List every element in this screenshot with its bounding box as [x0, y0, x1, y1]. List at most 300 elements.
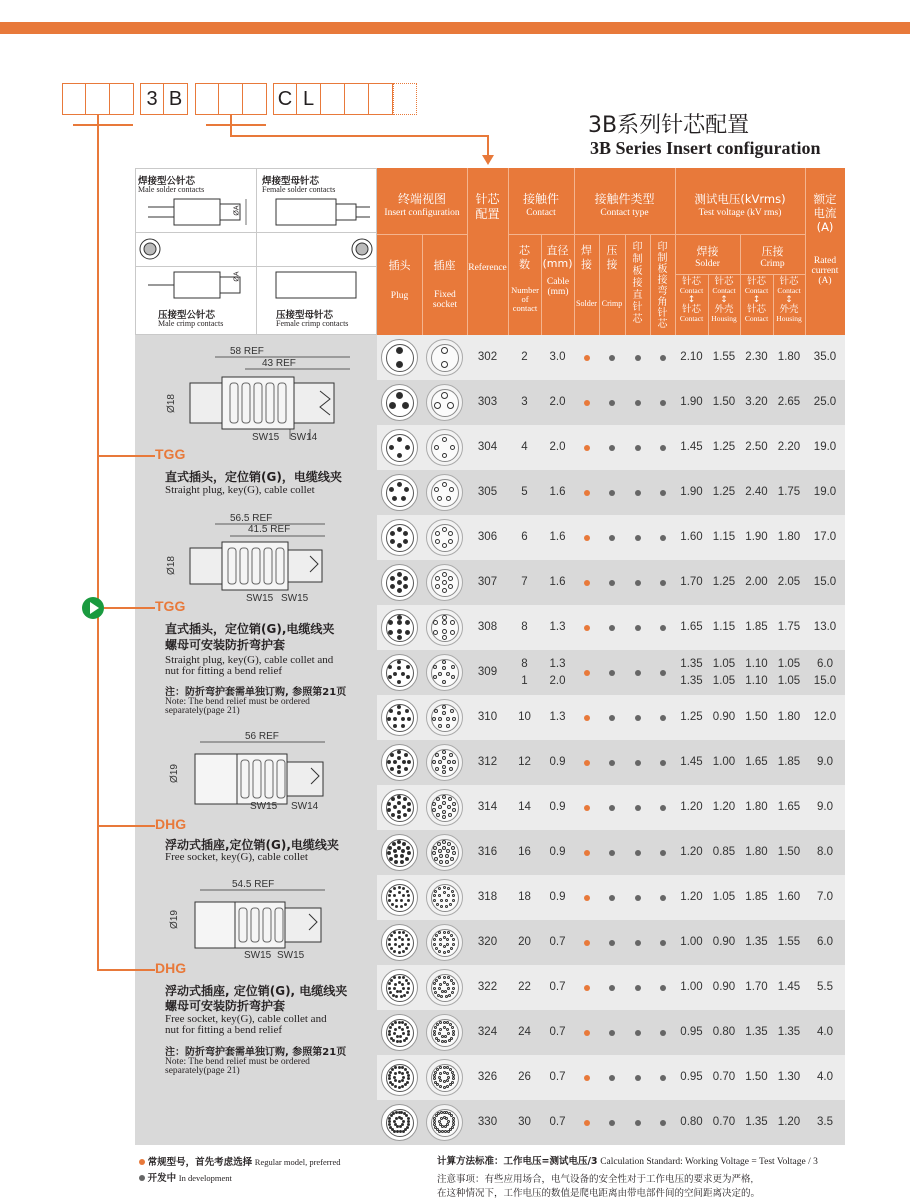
status-dot-icon — [584, 535, 590, 541]
contact-pin — [388, 1074, 391, 1077]
test-voltage-cell: 0.95 — [680, 1026, 703, 1038]
test-voltage-cell: 2.00 — [745, 576, 768, 588]
contact-pin — [402, 1130, 405, 1133]
test-voltage-cell: 1.90 — [680, 486, 703, 498]
contact-pin — [391, 1023, 394, 1026]
plug-face-icon — [381, 789, 418, 826]
contact-pin — [444, 1035, 447, 1038]
rated-current-cell: 5.5 — [817, 981, 833, 993]
status-dot-icon — [609, 940, 615, 946]
contact-pin — [450, 947, 453, 950]
contact-pin — [452, 760, 456, 764]
contact-pin — [405, 445, 410, 450]
contact-pin — [446, 983, 449, 986]
contact-pin — [394, 860, 398, 864]
contact-pin — [403, 539, 408, 544]
table-row — [377, 515, 845, 560]
connector-line — [97, 455, 155, 457]
rated-current-cell: 9.0 — [817, 756, 833, 768]
contact-type-indicator — [574, 1010, 599, 1055]
status-dot-icon — [584, 1075, 590, 1081]
reference-cell: 306 — [477, 531, 498, 543]
contact-count-cell: 3 — [521, 396, 528, 408]
test-voltage-cell: 1.20 — [712, 801, 736, 813]
cable-diameter-cell: 0.7 — [549, 1116, 566, 1128]
contact-pin — [390, 934, 393, 937]
contact-type-indicator — [599, 875, 625, 920]
contact-pin — [439, 1072, 442, 1075]
status-dot-icon — [660, 940, 666, 946]
contact-pin — [442, 680, 446, 684]
contact-type-indicator — [650, 470, 675, 515]
contact-type-indicator — [625, 470, 650, 515]
status-dot-icon — [660, 1075, 666, 1081]
contact-pin — [388, 938, 391, 941]
contact-pin — [396, 1040, 399, 1043]
plug-face-icon — [381, 474, 418, 511]
contact-pin — [388, 894, 391, 897]
contact-pin — [388, 1123, 391, 1126]
test-voltage-cell: 1.15 — [712, 531, 736, 543]
test-voltage-cell: 1.80 — [745, 801, 768, 813]
contact-pin — [397, 765, 401, 769]
test-voltage-cell: 1.50 — [745, 1071, 768, 1083]
contact-pin — [448, 813, 452, 817]
test-voltage-cell: 1.45 — [680, 441, 703, 453]
contact-pin — [389, 1081, 392, 1084]
table-row — [377, 605, 845, 650]
page-title-cn: 3B系列针芯配置 — [588, 113, 750, 138]
contact-pin — [407, 894, 410, 897]
socket-face-icon — [426, 1014, 463, 1051]
contact-pin — [447, 987, 450, 990]
contact-pin — [448, 531, 453, 536]
contact-type-indicator — [625, 380, 650, 425]
contact-pin — [438, 976, 441, 979]
test-voltage-cell: 1.25 — [680, 711, 703, 723]
contact-type-indicator — [574, 605, 599, 650]
reference-cell: 320 — [477, 936, 498, 948]
contact-pin — [452, 982, 455, 985]
contact-pin — [405, 857, 409, 861]
test-voltage-cell: 1.20 — [680, 801, 703, 813]
contact-pin — [405, 630, 410, 635]
test-voltage-cell: 1.70 — [680, 576, 703, 588]
contact-pin — [442, 801, 446, 805]
reference-cell: 330 — [477, 1116, 498, 1128]
contact-pin — [398, 886, 401, 889]
contact-pin — [450, 857, 454, 861]
contact-pin — [403, 994, 406, 997]
contact-pin — [438, 760, 442, 764]
contact-pin — [441, 1035, 444, 1038]
contact-pin — [441, 361, 448, 368]
contact-type-indicator — [625, 425, 650, 470]
contact-count-cell: 10 — [518, 711, 531, 723]
contact-pin — [444, 990, 447, 993]
socket-face-icon — [426, 474, 463, 511]
rated-current-cell: 25.0 — [813, 396, 837, 408]
contact-type-indicator — [574, 425, 599, 470]
contact-pin — [398, 936, 401, 939]
contact-pin — [388, 1030, 391, 1033]
contact-pin — [434, 1026, 437, 1029]
contact-pin — [403, 813, 407, 817]
contact-pin — [448, 1039, 451, 1042]
contact-pin — [387, 808, 391, 812]
contact-pin — [445, 860, 449, 864]
status-dot-icon — [584, 355, 590, 361]
dia-label: ØA — [233, 205, 241, 216]
cable-diameter-cell: 0.7 — [549, 936, 566, 948]
model-description-en: nut for fitting a bend relief — [165, 665, 282, 677]
contact-pin — [447, 402, 454, 409]
contact-pin — [445, 854, 449, 858]
contact-type-indicator — [625, 650, 650, 695]
contact-pin — [397, 620, 402, 625]
contact-pin — [404, 1083, 407, 1086]
contact-pin — [407, 899, 410, 902]
contact-pin — [393, 849, 397, 853]
status-dot-icon — [609, 1075, 615, 1081]
contact-pin — [402, 805, 406, 809]
contact-pin — [437, 496, 442, 501]
status-dot-icon — [584, 1120, 590, 1126]
contact-type-indicator — [599, 1100, 625, 1145]
contact-pin — [451, 665, 455, 669]
rated-current-cell: 6.0 — [817, 936, 833, 948]
contact-count-cell: 2 — [521, 351, 528, 363]
contact-pin — [447, 760, 451, 764]
contact-pin — [439, 943, 442, 946]
socket-face-icon — [426, 879, 463, 916]
contact-pin — [433, 846, 437, 850]
socket-face-icon — [426, 564, 463, 601]
model-description-cn: 直式插头，定位销(G)，电缆线夹 — [165, 470, 342, 484]
contact-pin — [397, 770, 401, 774]
contact-pin — [399, 1035, 402, 1038]
contact-pin — [442, 572, 447, 577]
contact-type-indicator — [625, 875, 650, 920]
contact-pin — [432, 717, 436, 721]
contact-type-indicator — [650, 1100, 675, 1145]
socket-face-icon — [426, 384, 463, 421]
contact-pin — [439, 854, 443, 858]
contact-pin — [395, 1111, 398, 1114]
contact-pin — [397, 711, 401, 715]
contact-pin — [445, 995, 448, 998]
wrench-size-label: SW15 — [244, 950, 272, 961]
contact-pin — [433, 620, 438, 625]
contact-pin — [397, 750, 401, 754]
contact-pin — [389, 1071, 392, 1074]
contact-pin — [391, 797, 395, 801]
cable-diameter-cell: 1.6 — [549, 576, 566, 588]
contact-header: 接触件 Contact — [522, 192, 559, 218]
contact-pin — [448, 797, 452, 801]
male-crimp-label-en: Male crimp contacts — [158, 319, 224, 328]
contact-pin — [447, 842, 451, 846]
subheader-contact-housing: 针芯 Contact ↕ 外壳 Housing — [711, 276, 737, 323]
contact-type-indicator — [599, 470, 625, 515]
cable-diameter-cell: 1.6 — [549, 486, 566, 498]
contact-pin — [388, 665, 392, 669]
contact-pin — [446, 943, 449, 946]
contact-pin — [406, 991, 409, 994]
contact-pin — [388, 1120, 391, 1123]
contact-pin — [401, 938, 404, 941]
cable-diameter-cell: 1.6 — [549, 531, 566, 543]
contact-pin — [401, 1085, 404, 1088]
contact-type-indicator — [599, 830, 625, 875]
contact-type-indicator — [650, 830, 675, 875]
contact-pin — [406, 665, 410, 669]
contact-type-indicator — [599, 650, 625, 695]
test-voltage-cell: 2.05 — [777, 576, 801, 588]
contact-pin — [388, 675, 392, 679]
contact-pin — [442, 437, 447, 442]
contact-pin — [452, 851, 456, 855]
contact-pin — [394, 1085, 397, 1088]
code-box: C — [273, 83, 297, 115]
contact-pin — [438, 887, 441, 890]
contact-count-cell: 16 — [518, 846, 531, 858]
contact-type-indicator — [599, 425, 625, 470]
contact-type-indicator — [650, 695, 675, 740]
status-dot-icon — [609, 355, 615, 361]
test-voltage-cell: 1.35 — [745, 936, 768, 948]
connector-line — [206, 124, 266, 126]
contact-pin — [447, 950, 450, 953]
contact-pin — [434, 709, 438, 713]
contact-pin — [450, 979, 453, 982]
contact-pin — [435, 531, 440, 536]
contact-pin — [443, 976, 446, 979]
contact-pin — [388, 987, 391, 990]
contact-type-indicator — [574, 1055, 599, 1100]
contact-pin — [387, 760, 391, 764]
contact-type-indicator — [625, 515, 650, 560]
test-voltage-cell: 1.50 — [777, 846, 801, 858]
contact-pin — [433, 630, 438, 635]
status-dot-icon — [660, 400, 666, 406]
contact-pin — [438, 717, 442, 721]
contact-pin — [442, 815, 446, 819]
contact-pin — [452, 1033, 455, 1036]
contact-pin — [434, 402, 441, 409]
plug-face-icon — [381, 969, 418, 1006]
contact-pin — [437, 842, 441, 846]
status-dot-icon — [584, 760, 590, 766]
status-dot-icon — [635, 670, 641, 676]
status-dot-icon — [635, 985, 641, 991]
contact-pin — [397, 840, 401, 844]
contact-count-cell: 20 — [518, 936, 531, 948]
status-dot-icon — [609, 895, 615, 901]
test-voltage-cell: 1.80 — [777, 711, 801, 723]
contact-pin — [446, 724, 450, 728]
test-voltage-cell: 1.05 1.05 — [777, 657, 801, 687]
table-row — [377, 830, 845, 875]
rated-current-cell: 4.0 — [817, 1026, 833, 1038]
contact-type-indicator — [650, 965, 675, 1010]
contact-pin — [397, 635, 402, 640]
contact-type-indicator — [650, 515, 675, 560]
contact-pin — [394, 854, 398, 858]
contact-pin — [396, 990, 399, 993]
socket-face-icon — [426, 519, 463, 556]
contact-pin — [438, 724, 442, 728]
contact-pin — [442, 770, 446, 774]
contact-pin — [441, 347, 448, 354]
status-dot-icon — [635, 1030, 641, 1036]
test-voltage-cell: 1.65 — [680, 621, 703, 633]
table-header — [377, 168, 845, 335]
contact-pin — [402, 950, 405, 953]
contact-pin — [444, 1125, 447, 1128]
contact-pin — [446, 672, 450, 676]
reference-cell: 322 — [477, 981, 498, 993]
cable-diameter-cell: 1.3 — [549, 711, 566, 723]
test-voltage-cell: 1.60 — [777, 891, 801, 903]
test-voltage-cell: 1.25 — [712, 486, 736, 498]
contact-pin — [390, 584, 395, 589]
contact-pin — [434, 857, 438, 861]
contact-pin — [450, 620, 455, 625]
contact-count-cell: 4 — [521, 441, 528, 453]
contact-pin — [435, 539, 440, 544]
connector-line — [97, 825, 155, 827]
code-box — [86, 83, 110, 115]
contact-pin — [403, 797, 407, 801]
code-box — [62, 83, 86, 115]
contact-pin — [389, 487, 394, 492]
contact-pin — [452, 717, 456, 721]
contact-pin — [438, 1076, 441, 1079]
contact-pin — [403, 576, 408, 581]
status-dot-icon — [660, 580, 666, 586]
test-voltage-cell: 1.65 — [777, 801, 801, 813]
contact-pin — [434, 445, 439, 450]
plug-face-icon — [381, 1014, 418, 1051]
wrench-size-label: SW15 — [277, 950, 305, 961]
contact-pin — [435, 767, 439, 771]
contact-pin — [443, 1021, 446, 1024]
contact-pin — [450, 934, 453, 937]
status-dot-icon — [660, 760, 666, 766]
page-title-en: 3B Series Insert configuration — [590, 138, 821, 158]
contact-type-indicator — [574, 560, 599, 605]
reference-cell: 303 — [477, 396, 498, 408]
connector-line — [487, 135, 489, 157]
subheader-contact-contact: 针芯 Contact ↕ 针芯 Contact — [744, 276, 769, 323]
contact-pin — [401, 717, 405, 721]
contact-pin — [442, 543, 447, 548]
contact-pin — [399, 990, 402, 993]
note-en: separately(page 21) — [165, 706, 240, 716]
test-voltage-cell: 1.10 1.10 — [745, 657, 768, 687]
connector-line — [97, 124, 99, 970]
test-voltage-cell: 1.20 — [680, 846, 703, 858]
contact-type-indicator — [650, 785, 675, 830]
contact-pin — [448, 576, 453, 581]
contact-type-indicator — [574, 785, 599, 830]
status-dot-icon — [660, 715, 666, 721]
rated-current-cell: 17.0 — [813, 531, 837, 543]
plug-face-icon — [381, 519, 418, 556]
contact-pin — [442, 795, 446, 799]
contact-pin — [452, 1077, 455, 1080]
cable-header: 直径 (mm) Cable (mm) — [542, 244, 573, 297]
status-dot-icon — [609, 445, 615, 451]
female-solder-label: 焊接型母针芯 — [262, 176, 320, 187]
contact-pin — [406, 846, 410, 850]
status-dot-icon — [584, 985, 590, 991]
contact-pin — [393, 805, 397, 809]
table-row — [377, 965, 845, 1010]
contact-type-indicator — [625, 1100, 650, 1145]
code-box: B — [164, 83, 188, 115]
contact-pin — [439, 1123, 442, 1126]
contact-pin — [405, 620, 410, 625]
contact-pin — [434, 1071, 437, 1074]
contact-pin — [407, 982, 410, 985]
contact-type-indicator — [574, 740, 599, 785]
part-code-group-2 — [140, 83, 188, 115]
status-dot-icon — [609, 670, 615, 676]
code-box: 3 — [140, 83, 164, 115]
status-dot-icon — [609, 805, 615, 811]
test-voltage-cell: 3.20 — [745, 396, 768, 408]
contact-type-indicator — [625, 335, 650, 380]
contact-count-cell: 7 — [521, 576, 528, 588]
connector-line — [97, 969, 155, 971]
contact-pin — [450, 445, 455, 450]
test-voltage-cell: 1.65 — [745, 756, 768, 768]
reference-cell: 318 — [477, 891, 498, 903]
test-voltage-cell: 1.70 — [745, 981, 768, 993]
plug-face-icon — [381, 429, 418, 466]
socket-face-icon — [426, 834, 463, 871]
contact-pin — [398, 931, 401, 934]
contact-pin — [397, 482, 402, 487]
female-crimp-label: 压接型母针芯 — [276, 310, 334, 321]
contact-pin — [394, 1066, 397, 1069]
cable-diameter-cell: 0.9 — [549, 801, 566, 813]
rated-current-cell: 6.0 15.0 — [813, 657, 837, 687]
contact-pin — [403, 584, 408, 589]
contact-pin — [433, 943, 436, 946]
contact-pin — [392, 1039, 395, 1042]
dimension-label: 56.5 REF — [230, 513, 273, 524]
contact-pin — [399, 1125, 402, 1128]
contact-pin — [446, 1085, 449, 1088]
status-dot-icon — [635, 580, 641, 586]
contact-pin — [394, 1072, 397, 1075]
contact-count-cell: 12 — [518, 756, 531, 768]
contact-pin — [405, 709, 409, 713]
contact-pin — [389, 991, 392, 994]
contact-pin — [407, 1077, 410, 1080]
contact-pin — [400, 899, 403, 902]
contact-pin — [401, 1079, 404, 1082]
contact-pin — [406, 675, 410, 679]
contact-pin — [439, 860, 443, 864]
test-voltage-cell: 1.55 — [712, 351, 736, 363]
contact-type-indicator — [599, 380, 625, 425]
status-dot-icon — [635, 625, 641, 631]
table-row — [377, 560, 845, 605]
